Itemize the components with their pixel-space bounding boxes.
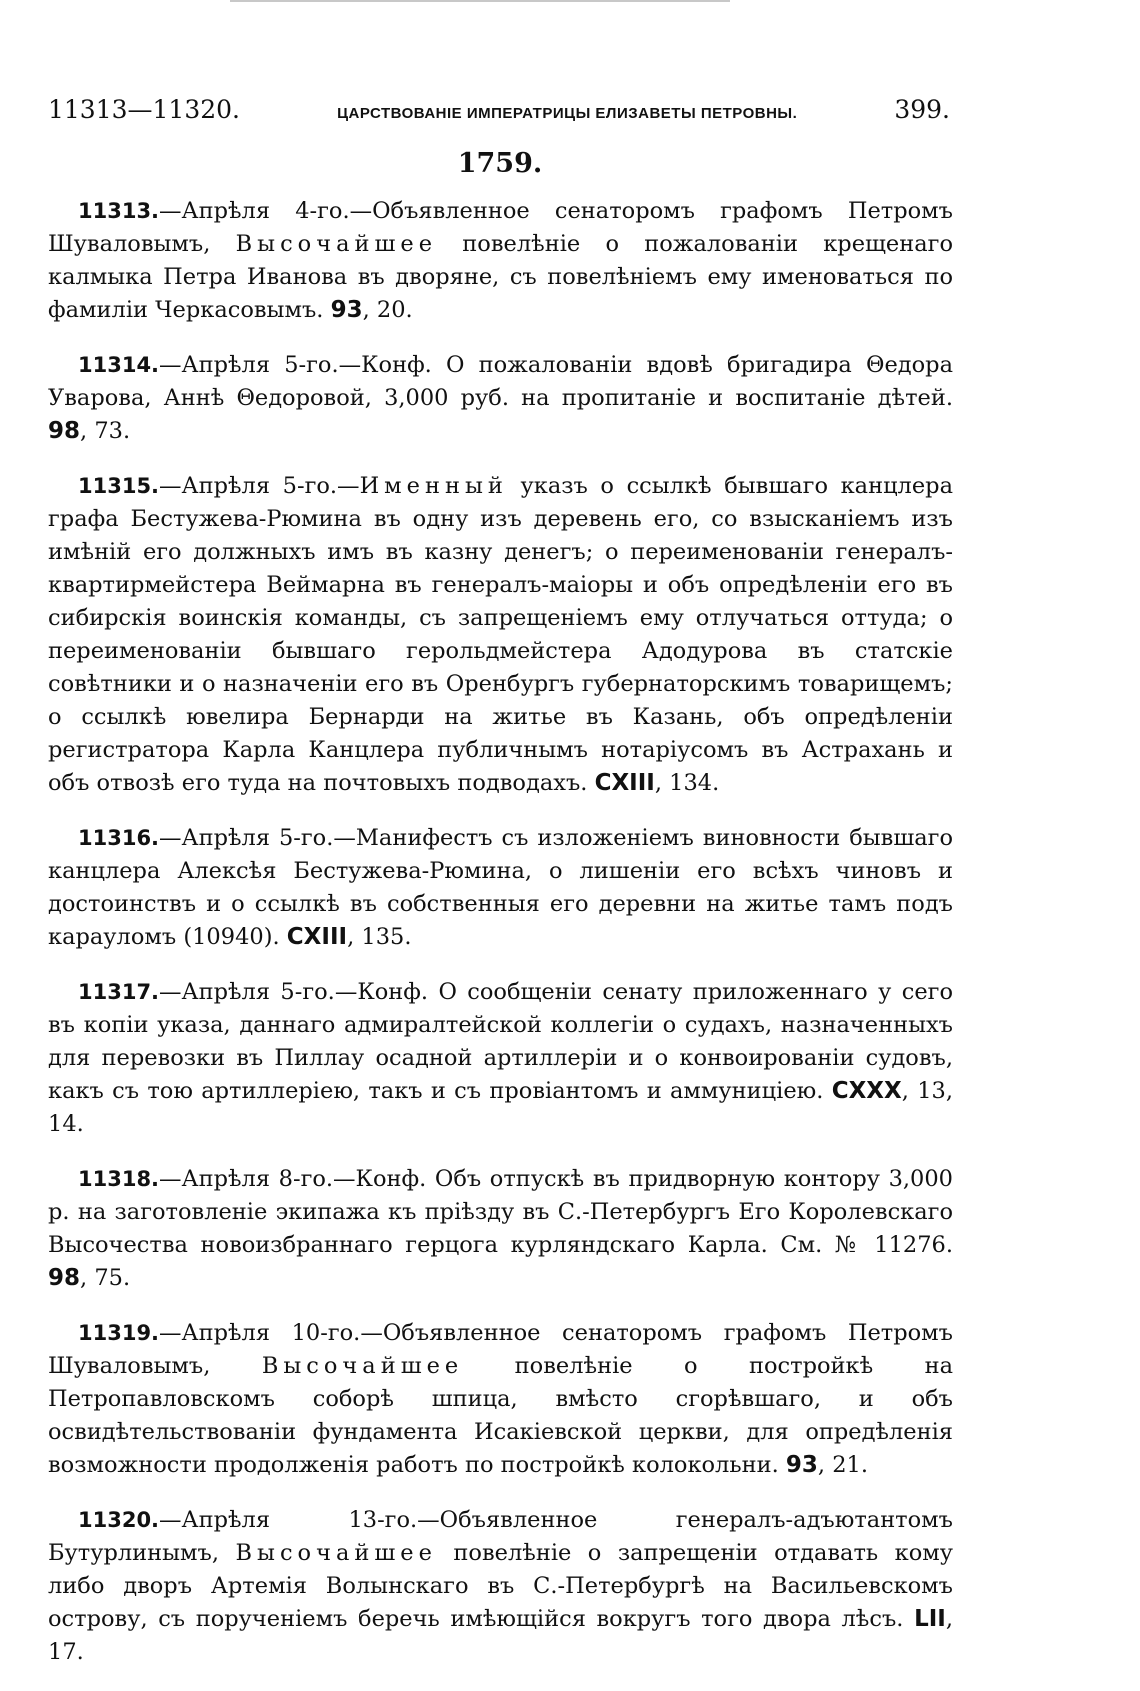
entry-text: —Апрѣля 4-го.—Объявленное сенаторомъ графомъ Петромъ Шуваловымъ,: [48, 198, 953, 257]
entry-page-ref: , 21.: [817, 1452, 869, 1478]
entry-volume-ref: CXIII: [594, 770, 655, 796]
running-title: ЦАРСТВОВАНІЕ ИМПЕРАТРИЦЫ ЕЛИЗАВЕТЫ ПЕТРОВНЫ.: [337, 105, 798, 122]
entry-number: 11313.: [78, 199, 160, 223]
entry-volume-ref: CXIII: [286, 924, 348, 950]
entry-number: 11320.: [78, 1508, 160, 1532]
entry-spaced-word: Высочайшее: [261, 1353, 464, 1379]
entry-text: —Апрѣля 5-го.—Конф. О сообщеніи сенату приложеннаго у сего въ копіи указа, даннаго адмиралтейской коллегіи о судахъ, назначенныхъ для перевозки въ Пиллау осадной артиллеріи и о конвоированіи судовъ, какъ съ тою артиллеріею, такъ и съ провіантомъ и аммуниціею.: [48, 979, 953, 1104]
entry-text-after: указъ о ссылкѣ бывшаго канцлера графа Бестужева-Рюмина въ одну изъ деревень его, со взысканіемъ изъ имѣній его должныхъ имъ въ казну денегъ; о переименованіи генералъ-квартирмейстера Веймарна въ генералъ-маіоры и объ опредѣленіи его въ сибирскія воинскія команды, съ запрещеніемъ ему отлучаться оттуда; о переименованіи бывшаго герольдмейстера Адодурова въ статскіе совѣтники и о назначеніи его въ Оренбургъ губернаторскимъ товарищемъ; о ссылкѣ ювелира Бернарди на житье въ Казань, объ опредѣленіи регистратора Карла Канцлера публичнымъ нотаріусомъ въ Астрахань и объ отвозѣ его туда на почтовыхъ подводахъ.: [48, 473, 953, 796]
entry-volume-ref: LII: [914, 1606, 946, 1632]
entry-text: —Апрѣля 5-го.—: [159, 473, 360, 499]
page-number: 399.: [894, 95, 950, 124]
entry-number: 11314.: [78, 353, 160, 377]
entry-volume-ref: 98: [48, 1265, 81, 1291]
entry-number: 11319.: [78, 1321, 160, 1345]
entry-volume-ref: 93: [330, 297, 363, 323]
entry-page-ref: , 20.: [362, 297, 413, 323]
entry-11314: [48, 349, 953, 448]
year-heading: 1759.: [457, 148, 543, 179]
entry-text: —Апрѣля 8-го.—Конф. Объ отпускѣ въ придворную контору 3,000 р. на заготовленіе экипажа къ пріѣзду въ С.-Петербургъ Его Королевскаго Высочества новоизбраннаго герцога курляндскаго Карла. См. № 11276.: [48, 1166, 953, 1258]
entry-spaced-word: Именный: [359, 473, 508, 499]
entry-page-ref: , 73.: [80, 418, 131, 444]
entry-text: —Апрѣля 5-го.—Конф. О пожалованіи вдовѣ бригадира Θедора Уварова, Аннѣ Θедоровой, 3,000 руб. на пропитаніе и воспитаніе дѣтей.: [48, 352, 953, 411]
entry-number: 11318.: [78, 1167, 160, 1191]
entry-11317: [48, 976, 953, 1141]
entry-text-after: повелѣніе о постройкѣ на Петропавловскомъ соборѣ шпица, вмѣсто сгорѣвшаго, и объ освидѣтельствованіи фундамента Исакіевской церкви, для опредѣленія возможности продолженія работъ по постройкѣ колокольни.: [48, 1353, 953, 1478]
entries-list: [48, 195, 953, 1691]
entry-11320: [48, 1504, 953, 1669]
entry-spaced-word: Высочайшее: [235, 1540, 437, 1566]
entry-spaced-word: Высочайшее: [235, 231, 438, 257]
entry-page-ref: , 134.: [654, 770, 720, 796]
page-header: [48, 95, 950, 124]
entry-text: —Апрѣля 5-го.—Манифестъ съ изложеніемъ виновности бывшаго канцлера Алексѣя Бестужева-Рюмина, о лишеніи его всѣхъ чиновъ и достоинствъ и о ссылкѣ въ собственныя его деревни на житье тамъ подъ карауломъ (10940).: [48, 825, 953, 950]
entry-page-ref: , 75.: [80, 1265, 131, 1291]
entry-11319: [48, 1317, 953, 1482]
entry-volume-ref: CXXX: [831, 1078, 902, 1104]
entry-number: 11317.: [78, 980, 160, 1004]
entry-volume-ref: 98: [48, 418, 81, 444]
entry-11318: [48, 1163, 953, 1295]
entry-range: 11313—11320.: [48, 95, 241, 124]
entry-text-after: повелѣніе о запрещеніи отдавать кому либо дворъ Артемія Волынскаго въ С.-Петербургѣ на Васильевскомъ острову, съ порученіемъ беречь имѣющійся вокругъ того двора лѣсъ.: [48, 1540, 953, 1632]
entry-11315: [48, 470, 953, 800]
entry-11313: [48, 195, 953, 327]
entry-text-after: повелѣніе о пожалованіи крещенаго калмыка Петра Иванова въ дворяне, съ повелѣніемъ ему именоваться по фамиліи Черкасовымъ.: [48, 231, 953, 323]
entry-page-ref: , 13, 14.: [48, 1078, 953, 1137]
entry-page-ref: , 135.: [347, 924, 412, 950]
entry-text: —Апрѣля 10-го.—Объявленное сенаторомъ графомъ Петромъ Шуваловымъ,: [48, 1320, 953, 1379]
entry-11316: [48, 822, 953, 954]
entry-number: 11315.: [78, 474, 160, 498]
entry-number: 11316.: [78, 826, 160, 850]
entry-text: —Апрѣля 13-го.—Объявленное генералъ-адъютантомъ Бутурлинымъ,: [48, 1507, 953, 1566]
top-scan-line: [230, 0, 730, 2]
entry-volume-ref: 93: [785, 1452, 818, 1478]
entry-page-ref: , 17.: [48, 1606, 953, 1665]
